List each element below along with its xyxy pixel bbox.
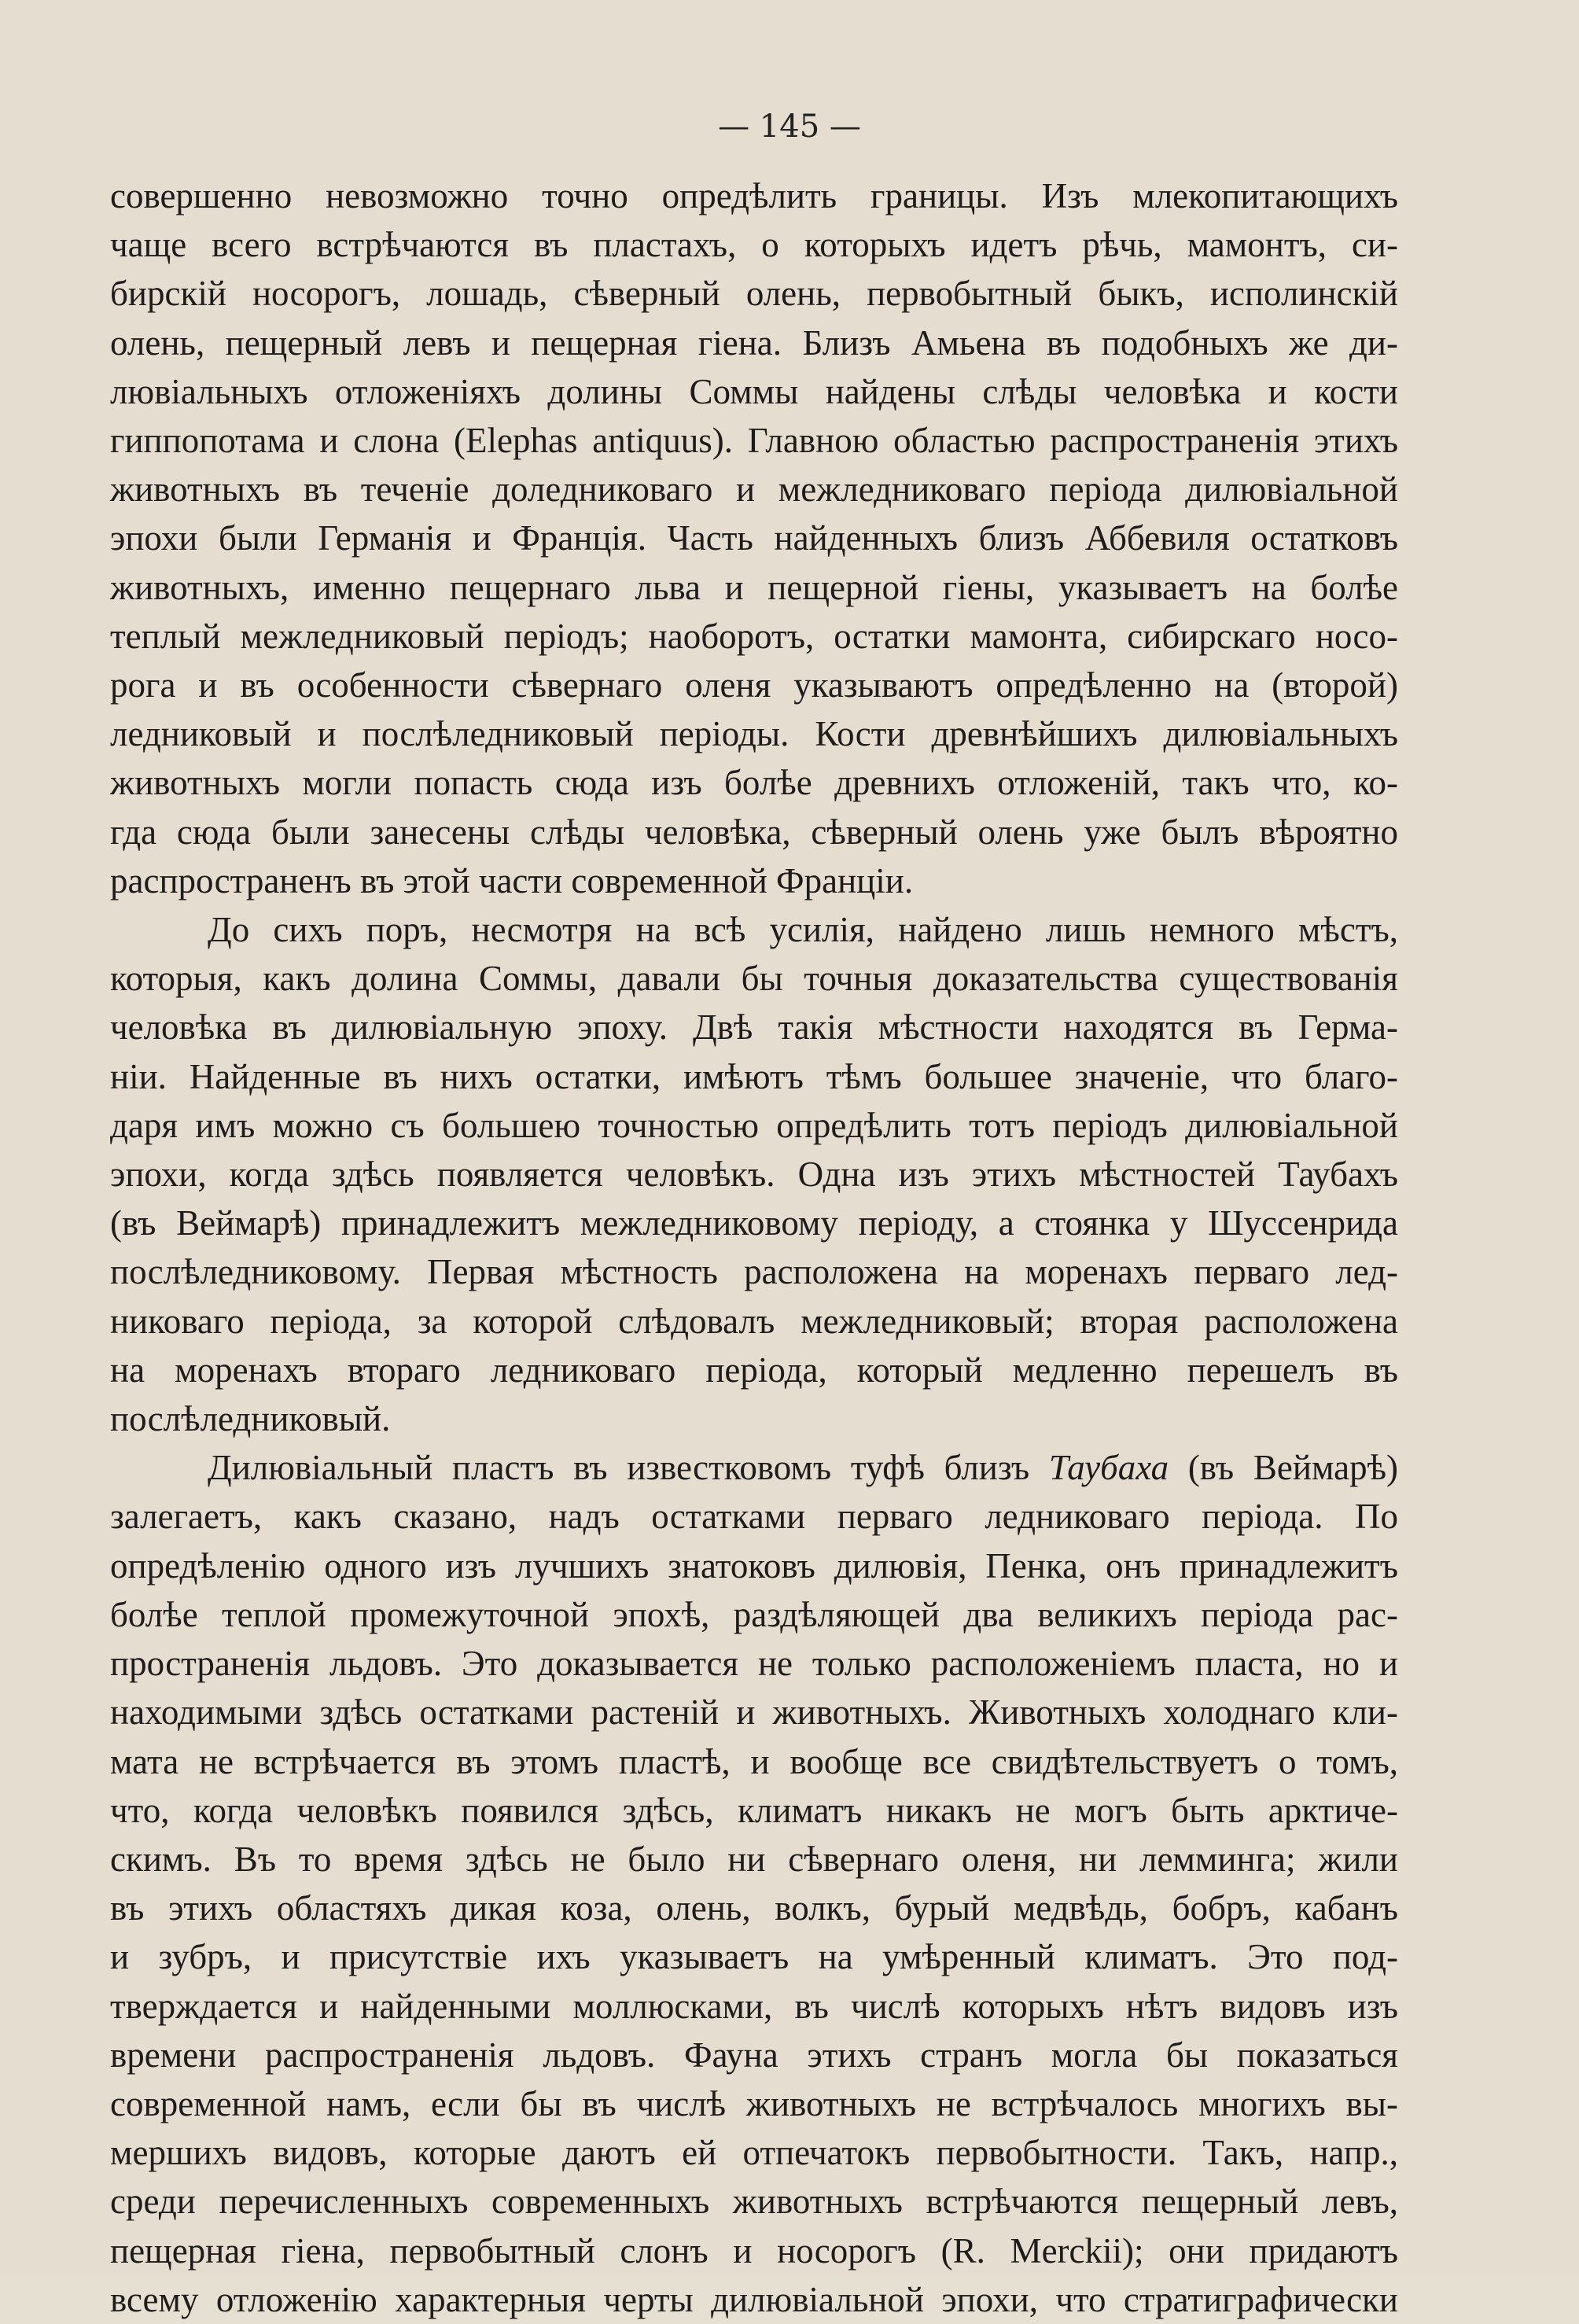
text-line: животныхъ въ теченіе доледниковаго и межледниковаго періода дилювіальной (110, 470, 1398, 510)
text-line: что, когда человѣкъ появился здѣсь, климатъ никакъ не могъ быть арктиче- (110, 1790, 1398, 1830)
text-line: ледниковый и послѣледниковый періоды. Кости древнѣйшихъ дилювіальныхъ (110, 714, 1398, 754)
text-line: гиппопотама и слона (Elephas antiquus). Главною областью распространенія этихъ (110, 421, 1398, 461)
text-line: пространенія льдовъ. Это доказывается не только расположеніемъ пласта, но и (110, 1644, 1398, 1684)
text-line: эпохи были Германія и Франція. Часть найденныхъ близъ Аббевиля остатковъ (110, 518, 1398, 558)
text-line: совершенно невозможно точно опредѣлить границы. Изъ млекопитающихъ (110, 176, 1398, 215)
text-line: среди перечисленныхъ современныхъ животныхъ встрѣчаются пещерный левъ, (110, 2182, 1398, 2222)
text-line: послѣледниковый. (110, 1399, 391, 1439)
text-fragment: (въ Веймарѣ) (1169, 1448, 1399, 1488)
text-line: лювіальныхъ отложеніяхъ долины Соммы найдены слѣды человѣка и кости (110, 371, 1398, 411)
text-line: ніи. Найденные въ нихъ остатки, имѣютъ тѣмъ большее значеніе, что благо- (110, 1056, 1398, 1096)
text-line: человѣка въ дилювіальную эпоху. Двѣ такія мѣстности находятся въ Герма- (110, 1007, 1398, 1048)
text-line: бирскій носорогъ, лошадь, сѣверный олень, первобытный быкъ, исполинскій (110, 274, 1398, 314)
text-fragment: Дилювіальный пластъ въ известковомъ туфѣ близъ (208, 1448, 1049, 1488)
text-line: пещерная гіена, первобытный слонъ и носорогъ (R. Merckii); они придаютъ (110, 2230, 1398, 2271)
text-line: находимыми здѣсь остатками растеній и животныхъ. Животныхъ холоднаго кли- (110, 1692, 1398, 1733)
text-line: времени распространенія льдовъ. Фауна этихъ странъ могла бы показаться (110, 2035, 1398, 2075)
text-line: теплый межледниковый періодъ; наоборотъ, остатки мамонта, сибирскаго носо- (110, 616, 1398, 656)
body-text (110, 171, 1398, 2324)
text-line: олень, пещерный левъ и пещерная гіена. Близъ Амьена въ подобныхъ же ди- (110, 322, 1398, 363)
text-line: опредѣленію одного изъ лучшихъ знатоковъ дилювія, Пенка, онъ принадлежитъ (110, 1545, 1398, 1586)
text-line: въ этихъ областяхъ дикая коза, олень, волкъ, бурый медвѣдь, бобръ, кабанъ (110, 1888, 1398, 1928)
text-line (110, 1443, 1398, 1492)
page-number: — 145 — (718, 109, 861, 145)
text-line: даря имъ можно съ большею точностью опредѣлить тотъ періодъ дилювіальной (110, 1105, 1398, 1145)
text-line: скимъ. Въ то время здѣсь не было ни сѣвернаго оленя, ни лемминга; жили (110, 1839, 1398, 1879)
text-line: До сихъ поръ, несмотря на всѣ усилія, найдено лишь немного мѣстъ, (208, 910, 1398, 950)
text-line: мершихъ видовъ, которые даютъ ей отпечатокъ первобытности. Такъ, напр., (110, 2133, 1398, 2173)
text-line: (въ Веймарѣ) принадлежитъ межледниковому періоду, а стоянка у Шуссенрида (110, 1203, 1398, 1243)
text-line: всему отложенію характерныя черты дилювіальной эпохи, что стратиграфически (110, 2279, 1398, 2319)
text-line: залегаетъ, какъ сказано, надъ остатками перваго ледниковаго періода. По (110, 1497, 1398, 1537)
text-line: никоваго періода, за которой слѣдовалъ межледниковый; вторая расположена (110, 1301, 1398, 1341)
text-line: животныхъ могли попасть сюда изъ болѣе древнихъ отложеній, такъ что, ко- (110, 763, 1398, 803)
text-line: на моренахъ втораго ледниковаго періода, который медленно перешелъ въ (110, 1350, 1398, 1390)
text-line: животныхъ, именно пещернаго льва и пещерной гіены, указываетъ на болѣе (110, 567, 1398, 607)
text-line: мата не встрѣчается въ этомъ пластѣ, и вообще все свидѣтельствуетъ о томъ, (110, 1741, 1398, 1781)
text-line: современной намъ, если бы въ числѣ животныхъ не встрѣчалось многихъ вы- (110, 2083, 1398, 2123)
text-line: эпохи, когда здѣсь появляется человѣкъ. Одна изъ этихъ мѣстностей Таубахъ (110, 1155, 1398, 1195)
text-line: послѣледниковому. Первая мѣстность расположена на моренахъ перваго лед- (110, 1252, 1398, 1292)
text-line: распространенъ въ этой части современной Франціи. (110, 860, 914, 901)
paragraph-2 (110, 905, 1398, 1443)
text-line: и зубръ, и присутствіе ихъ указываетъ на умѣренный климатъ. Это под- (110, 1937, 1398, 1977)
text-line: чаще всего встрѣчаются въ пластахъ, о которыхъ идетъ рѣчь, мамонтъ, си- (110, 225, 1398, 265)
paragraph-1 (110, 171, 1398, 905)
text-line: болѣе теплой промежуточной эпохѣ, раздѣляющей два великихъ періода рас- (110, 1594, 1398, 1634)
text-line: которыя, какъ долина Соммы, давали бы точныя доказательства существованія (110, 959, 1398, 999)
text-line: гда сюда были занесены слѣды человѣка, сѣверный олень уже былъ вѣроятно (110, 812, 1398, 852)
text-line: тверждается и найденными моллюсками, въ числѣ которыхъ нѣтъ видовъ изъ (110, 1986, 1398, 2026)
place-name-italic: Таубаха (1048, 1448, 1169, 1488)
paragraph-3 (110, 1443, 1398, 2324)
text-line: рога и въ особенности сѣвернаго оленя указываютъ опредѣленно на (второй) (110, 665, 1398, 705)
